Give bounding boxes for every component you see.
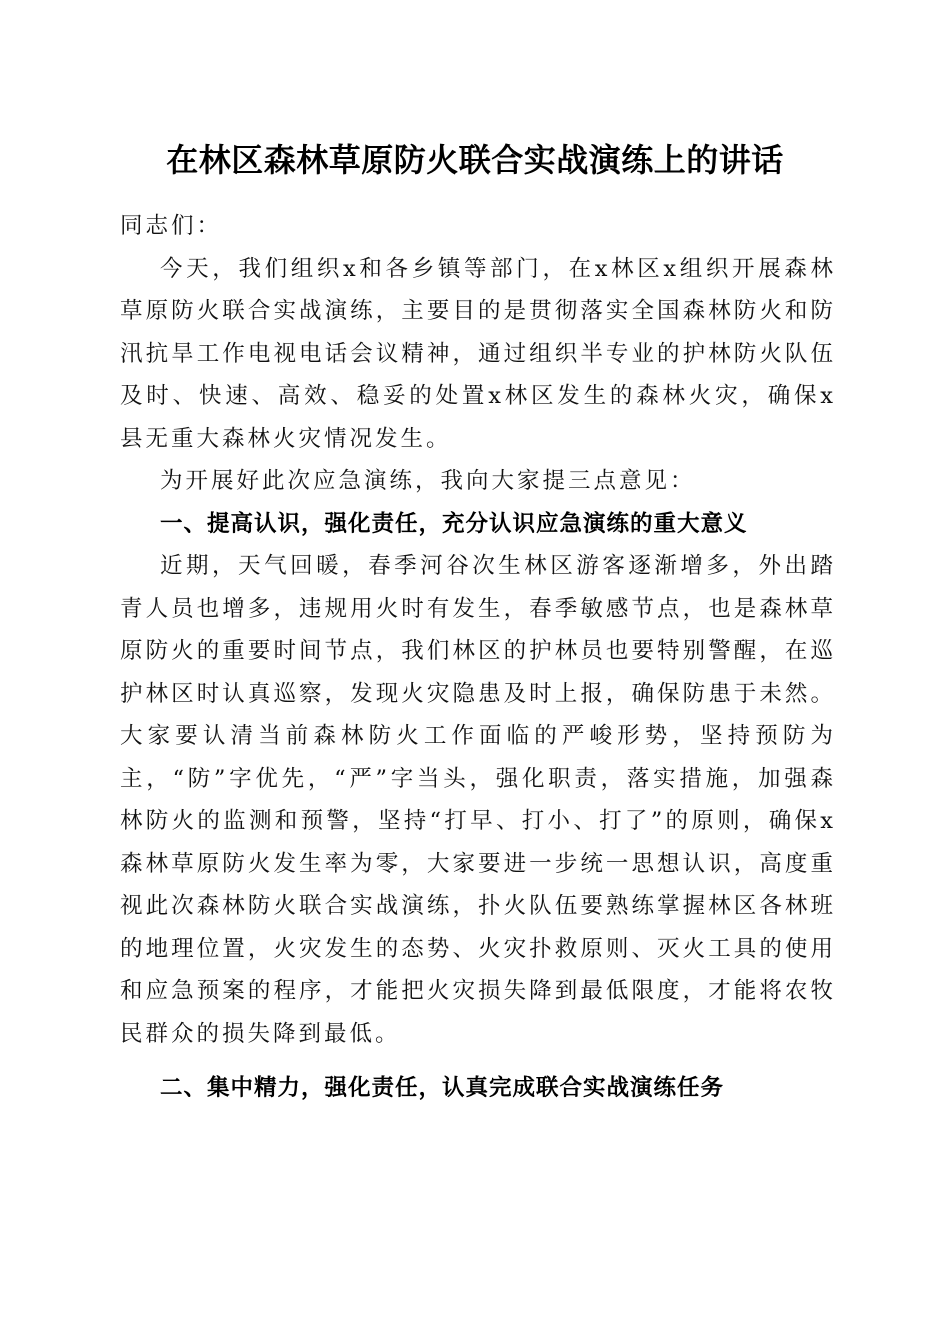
document-body	[120, 205, 836, 1110]
paragraph-section-1: 近期，天气回暖，春季河谷次生林区游客逐渐增多，外出踏青人员也增多，违规用火时有发生，春季敏感节点，也是森林草原防火的重要时间节点，我们林区的护林员也要特别警醒，在巡护林区时认真巡察，发现火灾隐患及时上报，确保防患于未然。大家要认清当前森林防火工作面临的严峻形势，坚持预防为主，“防”字优先，“严”字当头，强化职责，落实措施，加强森林防火的监测和预警，坚持“打早、打小、打了”的原则，确保x森林草原防火发生率为零，大家要进一步统一思想认识，高度重视此次森林防火联合实战演练，扑火队伍要熟练掌握林区各林班的地理位置，火灾发生的态势、火灾扑救原则、灭火工具的使用和应急预案的程序，才能把火灾损失降到最低限度，才能将农牧民群众的损失降到最低。	[120, 553, 836, 1047]
section-heading-1: 一、提高认识，强化责任，充分认识应急演练的重大意义	[160, 510, 748, 537]
document-title: 在林区森林草原防火联合实战演练上的讲话	[166, 141, 784, 179]
section-heading-2: 二、集中精力，强化责任，认真完成联合实战演练任务	[160, 1075, 725, 1101]
paragraph-opinions: 为开展好此次应急演练，我向大家提三点意见：	[160, 468, 696, 494]
paragraph-intro: 今天，我们组织x和各乡镇等部门，在x林区x组织开展森林草原防火联合实战演练，主要目的是贯彻落实全国森林防火和防汛抗旱工作电视电话会议精神，通过组织半专业的护林防火队伍及时、快速、高效、稳妥的处置x林区发生的森林火灾，确保x县无重大森林火灾情况发生。	[120, 255, 836, 452]
salutation: 同志们：	[120, 213, 223, 239]
